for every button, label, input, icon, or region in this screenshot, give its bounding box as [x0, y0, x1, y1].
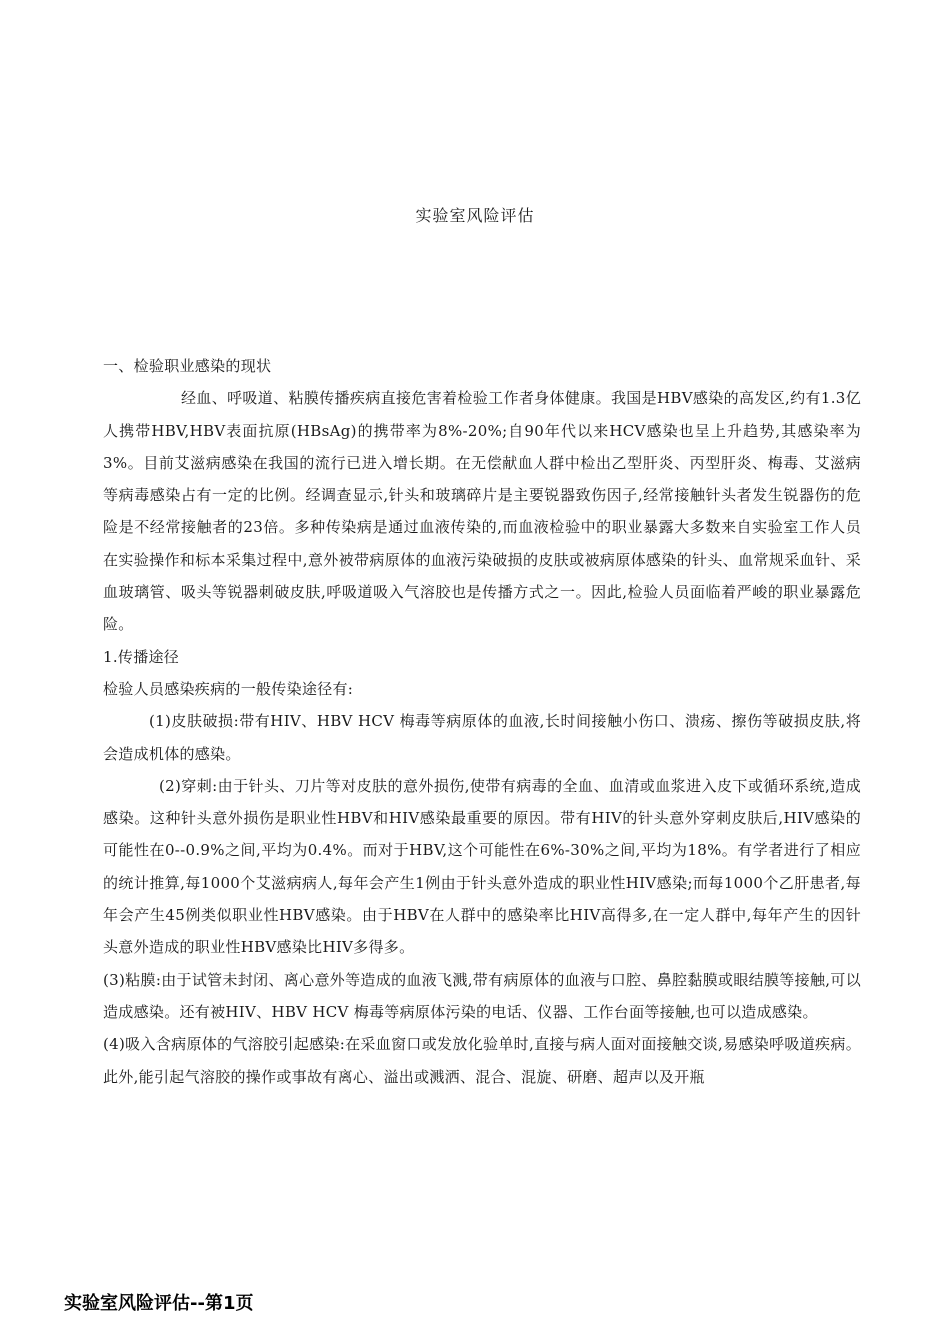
- document-title: 实验室风险评估: [415, 206, 535, 225]
- page-footer-label: 实验室风险评估--第1页: [64, 1293, 254, 1314]
- item-mucosa: (3)粘膜:由于试管未封闭、离心意外等造成的血液飞溅,带有病原体的血液与口腔、鼻腔黏膜或眼结膜等接触,可以造成感染。还有被HIV、HBV HCV 梅毒等病原体污染的电话、仪器、工作台面等接触,也可以造成感染。: [103, 970, 861, 1021]
- item-aerosol: (4)吸入含病原体的气溶胶引起感染:在采血窗口或发放化验单时,直接与病人面对面接触交谈,易感染呼吸道疾病。此外,能引起气溶胶的操作或事故有离心、溢出或溅洒、混合、混旋、研磨、超声以及开瓶: [103, 1035, 861, 1086]
- subheading-transmission-routes: 1.传播途径: [103, 647, 180, 666]
- intro-paragraph: 经血、呼吸道、粘膜传播疾病直接危害着检验工作者身体健康。我国是HBV感染的高发区,约有1.3亿人携带HBV,HBV表面抗原(HBsAg)的携带率为8%-20%;自90年代以来HCV感染也呈上升趋势,其感染率为3%。目前艾滋病感染在我国的流行已进入增长期。在无偿献血人群中检出乙型肝炎、丙型肝炎、梅毒、艾滋病等病毒感染占有一定的比例。经调查显示,针头和玻璃碎片是主要锐器致伤因子,经常接触针头者发生锐器伤的危险是不经常接触者的23倍。多种传染病是通过血液传染的,而血液检验中的职业暴露大多数来自实验室工作人员在实验操作和标本采集过程中,意外被带病原体的血液污染破损的皮肤或被病原体感染的针头、血常规采血针、采血玻璃管、吸头等锐器刺破皮肤,呼吸道吸入气溶胶也是传播方式之一。因此,检验人员面临着严峻的职业暴露危险。: [103, 389, 861, 634]
- item-puncture: (2)穿刺:由于针头、刀片等对皮肤的意外损伤,使带有病毒的全血、血清或血浆进入皮下或循环系统,造成感染。这种针头意外损伤是职业性HBV和HIV感染最重要的原因。带有HIV的针头意外穿刺皮肤后,HIV感染的可能性在0--0.9%之间,平均为0.4%。而对于HBV,这个可能性在6%-30%之间,平均为18%。有学者进行了相应的统计推算,每1000个艾滋病病人,每年会产生1例由于针头意外造成的职业性HIV感染;而每1000个乙肝患者,每年会产生45例类似职业性HBV感染。由于HBV在人群中的感染率比HIV高得多,在一定人群中,每年产生的因针头意外造成的职业性HBV感染比HIV多得多。: [103, 776, 861, 957]
- document-body: [103, 350, 861, 1093]
- lead-line: 检验人员感染疾病的一般传染途径有:: [103, 679, 354, 698]
- section-heading: 一、检验职业感染的现状: [103, 357, 272, 375]
- item-skin-damage: (1)皮肤破损:带有HIV、HBV HCV 梅毒等病原体的血液,长时间接触小伤口、溃疡、擦伤等破损皮肤,将会造成机体的感染。: [103, 712, 861, 763]
